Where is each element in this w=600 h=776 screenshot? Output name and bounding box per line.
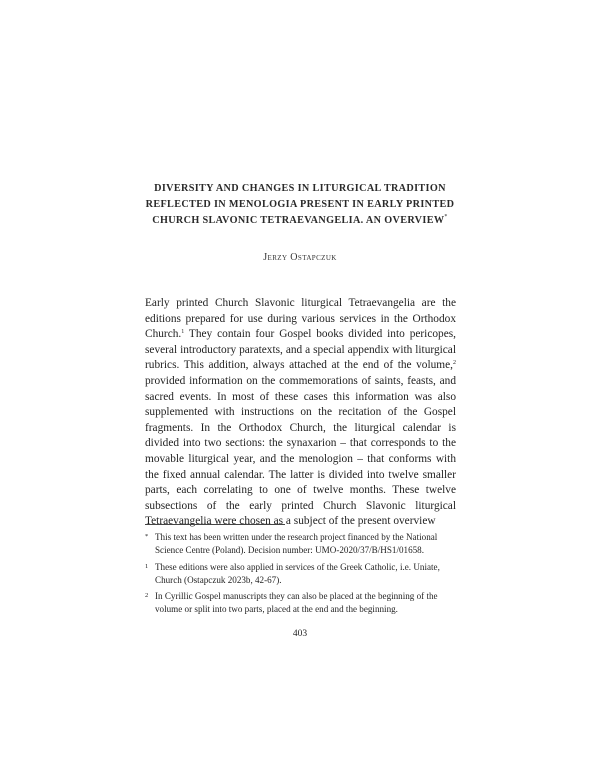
article-title-text: DIVERSITY AND CHANGES IN LITURGICAL TRADITION REFLECTED IN MENOLOGIA PRESENT IN EARLY PRINTED CHURCH SLAVONIC TETRAEVANGELIA. AN OVERVIEW [145, 183, 455, 226]
footnote-separator [145, 524, 285, 525]
footnote-text: These editions were also applied in services of the Greek Catholic, i.e. Uniate, Church (Ostapczuk 2023b, 42-67). [155, 561, 440, 585]
body-segment-2: They contain four Gospel books divided into pericopes, several introductory paratexts, and a special appendix with liturgical rubrics. This addition, always attached at the end of the volume, [145, 328, 456, 372]
body-segment-1: Early printed Church Slavonic liturgical Tetraevangelia are the editions prepared for use during various services in the Orthodox Church. [145, 297, 456, 341]
footnote-mark: 2 [145, 592, 149, 600]
footnote-mark: * [145, 533, 149, 540]
footnote-text: In Cyrillic Gospel manuscripts they can also be placed at the beginning of the volume or split into two parts, placed at the end and the beginning. [155, 591, 438, 615]
author-name: Jerzy Ostapczuk [263, 252, 337, 263]
body-paragraph [145, 296, 456, 530]
footnote-text: This text has been written under the research project financed by the National Science Centre (Poland). Decision number: UMO-2020/37/B/HS1/01658. [155, 532, 438, 556]
footnote-2 [145, 590, 457, 616]
footnote-star [145, 531, 457, 557]
footnotes [145, 531, 457, 620]
page-number: 403 [292, 629, 308, 639]
body-segment-3: provided information on the commemorations of saints, feasts, and sacred events. In most of these cases this information was also supplemented with instructions on the recitation of the Gospel fragments. In the Orthodox Church, the liturgical calendar is divided into two sections: the synaxarion – that corresponds to the movable liturgical year, and the menologion – that conforms with the fixed annual calendar. The latter is divided into twelve smaller parts, each correlating to one of twelve months. These twelve subsections of the early printed Church Slavonic liturgical Tetraevangelia were chosen as a subject of the present overview [145, 374, 456, 528]
footnote-mark: 1 [145, 562, 149, 570]
footnote-1 [145, 561, 457, 587]
footnote-ref-1: 1 [181, 329, 185, 336]
footnote-ref-2: 2 [453, 360, 456, 367]
article-title [145, 181, 455, 229]
title-footnote-mark: * [444, 214, 448, 220]
